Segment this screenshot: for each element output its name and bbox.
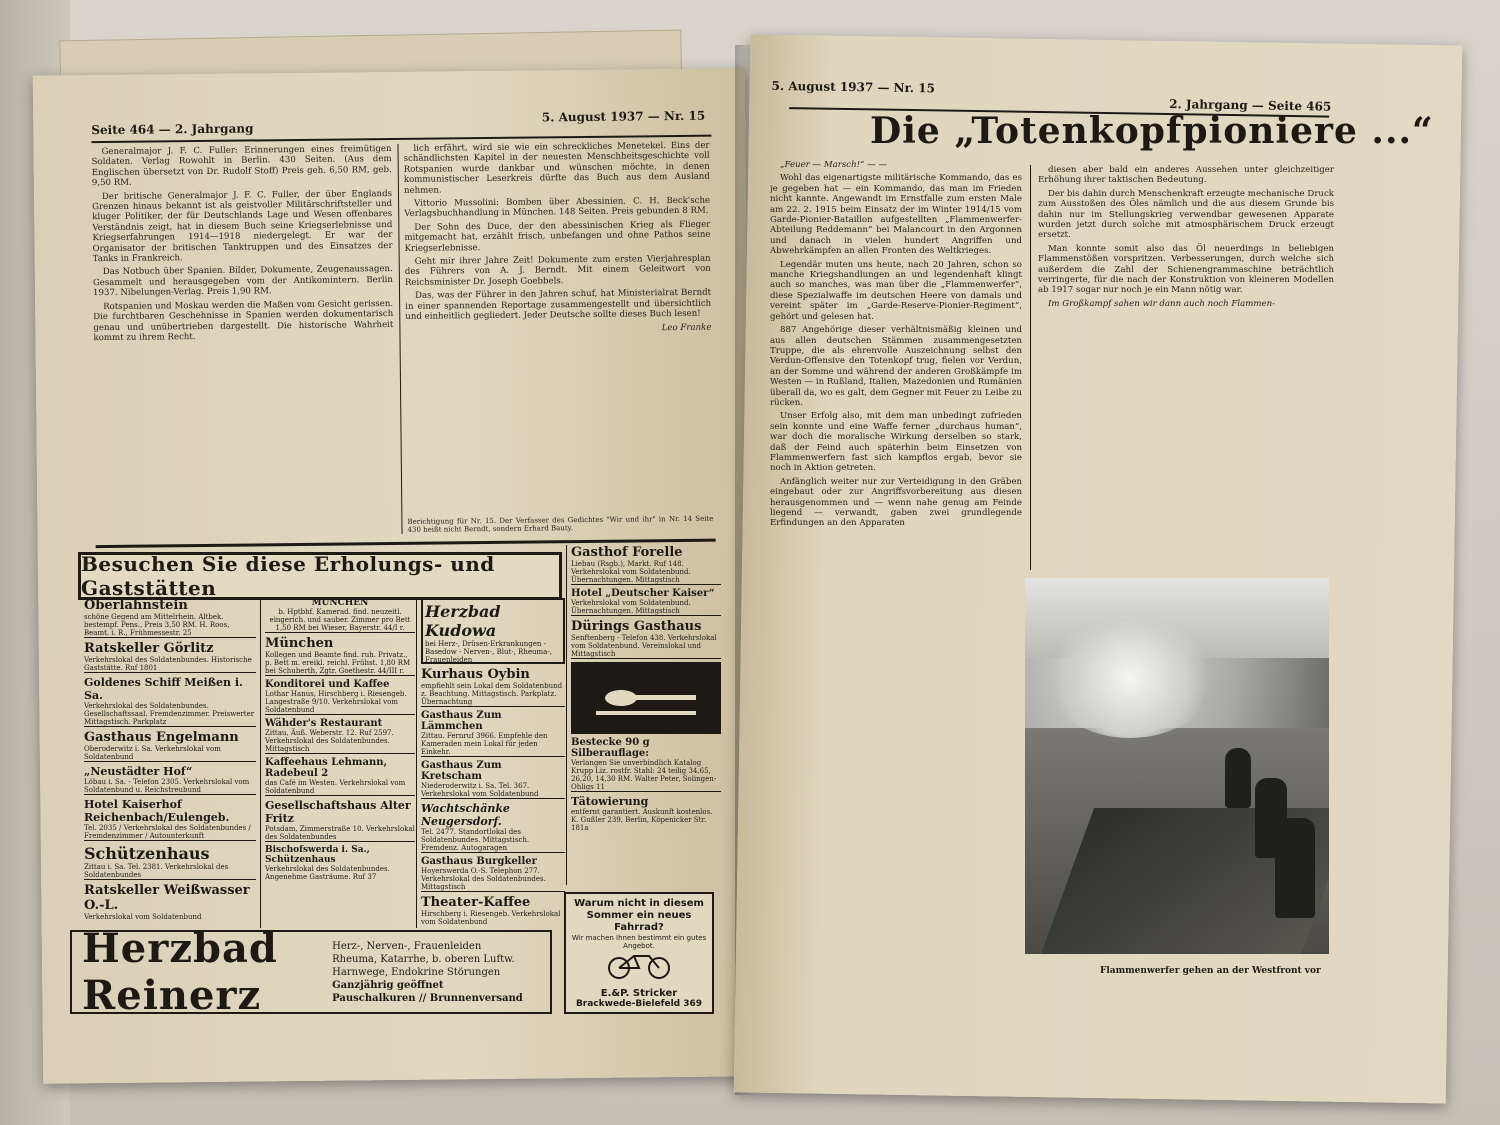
ad-title: Theater-Kaffee bbox=[421, 895, 531, 910]
paragraph: Im Großkampf sahen wir dann auch noch Flammen- bbox=[1048, 298, 1276, 309]
ad bbox=[571, 795, 721, 832]
ad-title: Bestecke 90 g Silberauflage: bbox=[571, 737, 650, 759]
ad bbox=[265, 757, 415, 796]
ad-text: Hirschberg i. Riesengeb. Verkehrslokal vom Soldatenbund bbox=[421, 910, 561, 926]
right-column-1 bbox=[770, 160, 1022, 1000]
ad-text: bei Herz-, Drüsen-Erkrankungen - Basedow - Nerven-, Blut-, Rheuma-, Frauenleiden bbox=[425, 640, 552, 664]
ad-text: b. Hptbhf. Kamerad. find. neuzeitl. eingerich. und sauber. Zimmer pro Bett 1,50 RM bei Wieser, Bayerstr. 44/I r. bbox=[269, 608, 411, 632]
ad-title: Bischofswerda i. Sa., Schützenhaus bbox=[265, 845, 370, 865]
reinerz-text bbox=[332, 940, 550, 1005]
ad bbox=[265, 799, 415, 842]
ad-text: Tel. 2477. Standortlokal des Soldatenbundes. Mittagstisch. Fremdenz. Autogaragen bbox=[421, 828, 530, 852]
paragraph: Das Notbuch über Spanien. Bilder, Dokumente, Zeugenaussagen. Gesammelt und herausgegeben vom der Antikomintern. Berlin 1937. Nibelungen-Verlag. Preis 1,90 RM. bbox=[92, 264, 393, 299]
ads-column-3 bbox=[416, 598, 565, 928]
ad-title: Konditorei und Kaffee bbox=[265, 679, 390, 690]
ad bbox=[265, 718, 415, 754]
ad-title: Gasthaus Engelmann bbox=[84, 730, 239, 745]
paragraph: Wohl das eigenartigste militärische Kommando, das es je gegeben hat — ein Kommando, das man im Frieden nicht kannte. Angewandt im Ernstfalle zum ersten Male am 22. 2. 1915 beim Einsatz der im Winter 1914/15 vom Garde-Pionier-Bataillon aufgestellten „Flammenwerfer-Abteilung Reddemann“ bei Malancourt in den Argonnen und danach in vielen hundert Angriffen und Abwehrkämpfen an allen Fronten des Weltkrieges. bbox=[770, 173, 1022, 257]
bicycle-ad-brand: E.&P. Stricker bbox=[600, 988, 678, 999]
bicycle-ad-text: Wir machen Ihnen bestimmt ein gutes Angebot. bbox=[571, 934, 707, 950]
paragraph: Das, was der Führer in den Jahren schuf, hat Ministerialrat Berndt in einer spannenden Reportage zusammengestellt und übersichtlich und einheitlich gegliedert. Jeder Deutsche sollte dieses Buch lesen! bbox=[405, 287, 712, 322]
ad-text: schöne Gegend am Mittelrhein. Altbek. bestempf. Pens., Preis 3,50 RM. H. Roos, Beamt. i. R., Frühmessestr. 25 bbox=[84, 613, 230, 637]
ad bbox=[84, 730, 256, 762]
reinerz-line: Herz-, Nerven-, Frauenleiden bbox=[332, 940, 482, 952]
ad-title: Hotel Kaiserhof Reichenbach/Eulengeb. bbox=[84, 798, 230, 824]
paragraph: Der britische Generalmajor J. F. C. Fuller, der über Englands Grenzen hinaus bekannt ist als geistvoller Militärschriftsteller und kluger Politiker, der für Deutschlands Lage und Wesen offenbares Verständnis zeigt, hat in diesem Buch seine Kriegserlebnisse und Kriegserfahrungen 1914—1918 niedergelegt. Er war der Organisator der britischen Tanktruppen und des Einsatzes der Tanks in Frankreich. bbox=[92, 188, 393, 265]
ad-text: Verkehrslokal des Soldatenbundes. Historische Gaststätte. Ruf 1801 bbox=[84, 656, 252, 672]
ad bbox=[421, 802, 565, 853]
ad-title: Wachtschänke Neugersdorf. bbox=[421, 802, 510, 828]
ad-title: Gasthaus Zum Lämmchen bbox=[421, 710, 502, 732]
ad-text: Zittau, Äuß. Weberstr. 12. Ruf 2597. Verkehrslokal des Soldatenbundes. Mittagstisch bbox=[265, 729, 394, 753]
ad-title: Dürings Gasthaus bbox=[571, 619, 702, 634]
ad bbox=[571, 737, 721, 792]
ad bbox=[265, 845, 415, 881]
ad bbox=[421, 856, 565, 892]
paragraph: Anfänglich weiter nur zur Verteidigung in den Gräben eingebaut oder zur Angriffsvorbereitung aus diesen herausgenommen und — wenn nahe genug am Feinde liegend — verwandt, gaben zwei grundlegende Erfindungen an den Apparaten bbox=[770, 476, 1022, 529]
ad-title: Schützenhaus bbox=[84, 844, 210, 863]
paragraph: Geht mir ihrer Jahre Zeit! Dokumente zum ersten Vierjahresplan des Führers von A. J. Berndt. Mit einem Geleitwort von Reichsminister Dr. Joseph Goebbels. bbox=[404, 253, 711, 288]
bicycle-ad bbox=[564, 892, 714, 1014]
right-page-date: 5. August 1937 — Nr. 15 bbox=[771, 78, 935, 96]
ad-text: Zittau i. Sa. Tel. 2381. Verkehrslokal des Soldatenbundes bbox=[84, 863, 229, 879]
photo-caption: Flammenwerfer gehen an der Westfront vor bbox=[1100, 966, 1321, 976]
ad bbox=[265, 679, 415, 715]
ad bbox=[421, 710, 565, 757]
column-divider bbox=[1030, 165, 1031, 570]
ad bbox=[421, 598, 565, 664]
paragraph: Man konnte somit also das Öl neuerdings in beliebigen Flammenstößen vorspritzen. Verbesserungen, durch welche sich außerdem die Zahl der Schienengrammaschine beträchtlich verringerte, für die nach der Konstruktion von kleineren Modellen ab 1917 sogar nur noch je ein Mann nötig war. bbox=[1038, 243, 1334, 296]
column-divider bbox=[397, 144, 402, 534]
ad-text: Hoyerswerda O.-S. Telephon 277. Verkehrslokal des Soldatenbundes. Mittagstisch bbox=[421, 867, 546, 891]
correction-note: Berichtigung für Nr. 15. Der Verfasser des Gedichtes "Wir und ihr" in Nr. 14 Seite 430 heißt nicht Berndt, sondern Erhard Bauty. bbox=[407, 514, 714, 534]
ad-title: „Neustädter Hof“ bbox=[84, 765, 193, 778]
photo-soldier bbox=[1225, 748, 1251, 808]
bicycle-icon bbox=[604, 950, 674, 980]
ad bbox=[421, 895, 565, 926]
paragraph: Der Sohn des Duce, der den abessinischen Krieg als Flieger mitgemacht hat, erzählt frisch, unbefangen und ohne Pathos seine Kriegserlebnisse. bbox=[404, 219, 711, 254]
ad bbox=[571, 619, 721, 659]
ad-title: Hotel „Deutscher Kaiser“ bbox=[571, 588, 715, 599]
ad-text: Verkehrslokal vom Soldatenbund bbox=[84, 913, 202, 921]
ad bbox=[84, 883, 256, 921]
paragraph: Unser Erfolg also, mit dem man unbedingt zufrieden sein konnte und eine Waffe ferner „durchaus human“, war doch die moralische Wirkung derselben so stark, daß der Feind auch späterhin beim Einsetzen von Flammenwerfern fast sich kampflos ergab, bevor sie noch in Aktion getreten. bbox=[770, 411, 1022, 474]
ad bbox=[84, 844, 256, 880]
paragraph: „Feuer — Marsch!“ — — bbox=[780, 160, 888, 170]
author-signature: Leo Franke bbox=[661, 322, 712, 333]
left-column-2 bbox=[403, 141, 713, 514]
paragraph: Der bis dahin durch Menschenkraft erzeugte mechanische Druck zum Ausstoßen des Öles nämlich und die aus diesem Grunde bis dahin nur im Stellungskrieg verwendbar gewesenen Apparate wurden jetzt durch solche mit atmosphärischem Druck erzeugt ersetzt. bbox=[1038, 188, 1334, 241]
article-headline: Die „Totenkopfpioniere ...“ bbox=[870, 110, 1434, 152]
ad bbox=[571, 588, 721, 616]
ad-title: Gesellschaftshaus Alter Fritz bbox=[265, 799, 411, 825]
ads-column-4 bbox=[566, 545, 721, 885]
ad-text: Lothar Hanus, Hirschberg i. Riesengeb. Langestraße 9/10. Verkehrslokal vom Soldatenbund bbox=[265, 690, 407, 714]
photo-smoke bbox=[1045, 618, 1215, 738]
ad-title: Ratskeller Görlitz bbox=[84, 641, 214, 656]
ad-title: Kaffeehaus Lehmann, Radebeul 2 bbox=[265, 757, 387, 779]
reinerz-ad bbox=[70, 925, 552, 1019]
paragraph: 887 Angehörige dieser verhältnismäßig kleinen und aus allen deutschen Stämmen zusammengesetzten Truppe, die als ehrenvolle Auszeichnung selbst den Verdun-Offensive den Totenkopf trug, fielen vor Verdun, an der Somme und während der anderen Großkämpfe im Westen — in Rußland, Italien, Mazedonien und Rumänien überall da, wo es galt, dem Gegner mit Feuer zu Leibe zu rücken. bbox=[770, 325, 1022, 408]
ad-text: Kollegen und Beamte find. ruh. Privatz., p. Bett m. ereikl. reichl. Frühst. 1,80 RM bei Schuberth, Zgtr. Goethestr. 44/III r. bbox=[265, 651, 411, 675]
left-page-number: Seite 464 — 2. Jahrgang bbox=[91, 121, 254, 138]
ad-title: Tätowierung bbox=[571, 795, 649, 808]
cutlery-icon bbox=[571, 662, 721, 734]
ad bbox=[571, 545, 721, 585]
ad-text: Löbau i. Sa. - Telefon 2305. Verkehrslokal vom Soldatenbund u. Reichstreubund bbox=[84, 778, 250, 794]
ad-text: Zittau. Fernruf 3966. Empfehle den Kameraden mein Lokal für jeden Einkehr. bbox=[421, 732, 548, 756]
ad-title: Kurhaus Oybin bbox=[421, 667, 530, 682]
ad bbox=[265, 598, 415, 633]
ad bbox=[84, 676, 256, 727]
left-column-1 bbox=[91, 144, 395, 535]
ad-title: Oberlahnstein bbox=[84, 598, 188, 613]
ad-text: Verkehrslokal des Soldatenbundes. Angenehme Gasträume. Ruf 37 bbox=[265, 865, 390, 881]
ad-title: Herzbad Kudowa bbox=[425, 602, 501, 640]
paragraph: lich erfährt, wird sie wie ein schreckliches Menetekel. Eins der schändlichsten Kapitel in der neuesten Menschheitsgeschichte voll Rotspanien wurde dankbar und wünschen möchte, in denen kommunistischer Leserkreis dürfte das Buch aus dem Ausland nehmen. bbox=[403, 140, 710, 196]
ad-title: Gasthof Forelle bbox=[571, 545, 683, 560]
reinerz-title: Herzbad Reinerz bbox=[82, 925, 278, 1019]
right-page-number: 2. Jahrgang — Seite 465 bbox=[1169, 97, 1332, 114]
paragraph: Generalmajor J. F. C. Fuller: Erinnerungen eines freimütigen Soldaten. Verlag Rowohlt in Berlin. 430 Seiten. (Aus dem Englischen übersetzt von Dr. Rudolf Stoff) Preis geh. 6,50 RM, geb. 9,50 RM. bbox=[91, 144, 392, 189]
paragraph: Legendär muten uns heute, nach 20 Jahren, schon so manche Kriegshandlungen an und legendenhaft klingt auch so manches, was man über die „Flammenwerfer“, diese Spezialwaffe im deutschen Heere von damals und vereint später im „Garde-Reserve-Pionier-Regiment“, gehört und gelesen hat. bbox=[770, 259, 1022, 322]
ads-banner: Besuchen Sie diese Erholungs- und Gaststätten bbox=[78, 552, 562, 600]
flamethrower-photo bbox=[1025, 578, 1329, 954]
ad bbox=[421, 760, 565, 799]
ad-title: Gasthaus Zum Kretscham bbox=[421, 760, 502, 782]
ads-column-1 bbox=[84, 598, 256, 928]
ad-text: Tel. 2035 / Verkehrslokal des Soldatenbundes / Fremdenzimmer / Autounterkunft bbox=[84, 824, 251, 840]
ad-title: Wähder's Restaurant bbox=[265, 718, 383, 729]
reinerz-line: Pauschalkuren // Brunnenversand bbox=[332, 992, 523, 1004]
ad-text: entfernt garantiert. Auskunft kostenlos. K. Gußler 239, Berlin, Köpenicker Str. 181a bbox=[571, 808, 713, 832]
ad-title: München bbox=[265, 636, 334, 651]
ad-title: Ratskeller Weißwasser O.-L. bbox=[84, 883, 250, 913]
ad-text: das Café im Westen. Verkehrslokal vom Soldatenbund bbox=[265, 779, 406, 795]
bicycle-ad-headline: Warum nicht in diesem Sommer ein neues Fahrrad? bbox=[574, 898, 704, 933]
ad-title: Goldenes Schiff Meißen i. Sa. bbox=[84, 676, 243, 702]
ad-text: Senftenberg - Telefon 438. Verkehrslokal vom Soldatenbund. Vereinslokal und Mittagstisch bbox=[571, 634, 717, 658]
ad-text: empfiehlt sein Lokal dem Soldatenbund z. Beachtung. Mittagstisch. Parkplatz. Übernachtung bbox=[421, 682, 563, 706]
ad bbox=[265, 636, 415, 676]
ad-title: Gasthaus Burgkeller bbox=[421, 856, 537, 867]
ad-text: Verkehrslokal des Soldatenbundes. Gesellschaftssaal. Fremdenzimmer. Preiswerter Mittagstisch. Parkplatz bbox=[84, 702, 255, 726]
reinerz-line: Rheuma, Katarrhe, b. oberen Luftw. Harnwege, Endokrine Störungen bbox=[332, 953, 515, 978]
ads-column-2 bbox=[260, 598, 415, 928]
paragraph: Rotspanien und Moskau werden die Maßen vom Gesicht gerissen. Die furchtbaren Geschehnisse in Spanien werden dokumentarisch genau und unübertrieben dargestellt. Die historische Wahrheit kommt zu ihrem Recht. bbox=[93, 298, 394, 344]
ad-text: Niederoderwitz i. Sa. Tel. 367. Verkehrslokal vom Soldatenbund bbox=[421, 782, 539, 798]
paragraph: diesen aber bald ein anderes Aussehen unter gleichzeitiger Erhöhung ihrer taktischen Bedeutung. bbox=[1038, 165, 1334, 186]
right-column-2 bbox=[1038, 165, 1334, 570]
left-page-date: 5. August 1937 — Nr. 15 bbox=[541, 108, 706, 125]
photo-soldier bbox=[1275, 818, 1315, 918]
ad-text: Verkehrslokal vom Soldatenbund. Übernachtungen. Mittagstisch bbox=[571, 599, 691, 615]
ad bbox=[84, 798, 256, 841]
ad bbox=[84, 641, 256, 673]
ad-text: Oberoderwitz i. Sa. Verkehrslokal vom Soldatenbund bbox=[84, 745, 221, 761]
ad-text: Verlangen Sie unverbindlich Katalog Krupp Liz. rostfr. Stahl: 24 teilig 34,65, 26,20, 14,30 RM. Walter Peter, Solingen-Ohligs 11 bbox=[571, 759, 717, 791]
ad-text: Liebau (Rsgb.), Markt. Ruf 148. Verkehrslokal vom Soldatenbund. Übernachtungen. Mittagstisch bbox=[571, 560, 691, 584]
ad-text: Potsdam, Zimmerstraße 10. Verkehrslokal des Soldatenbundes bbox=[265, 825, 415, 841]
ad-title: MÜNCHEN bbox=[311, 598, 369, 608]
reinerz-line: Ganzjährig geöffnet bbox=[332, 979, 444, 991]
ad bbox=[84, 765, 256, 795]
bicycle-ad-city: Brackwede-Bielefeld 369 bbox=[575, 999, 703, 1009]
ad bbox=[84, 598, 256, 638]
ad bbox=[421, 667, 565, 707]
paragraph: Vittorio Mussolini: Bomben über Abessinien. C. H. Beck'sche Verlagsbuchhandlung in München. 148 Seiten. Preis gebunden 8 RM. bbox=[404, 195, 711, 220]
